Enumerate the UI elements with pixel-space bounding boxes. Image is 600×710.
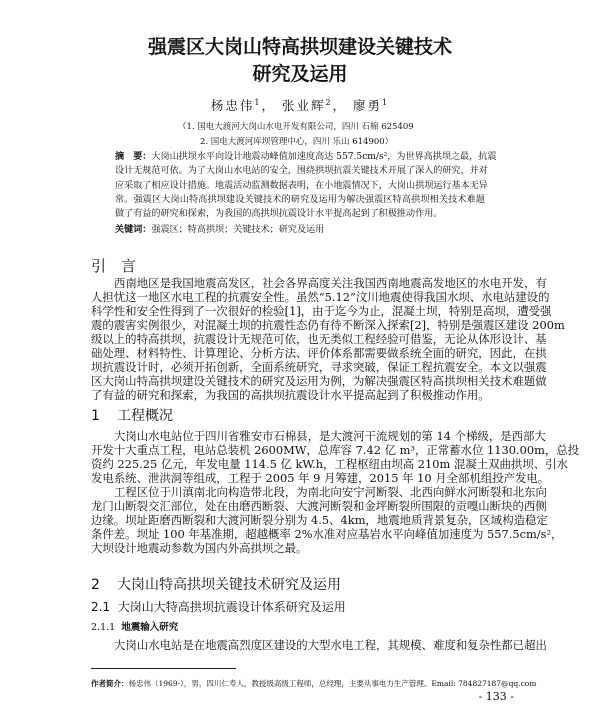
title-line-2: 研究及运用: [252, 63, 348, 85]
section-1-heading: [91, 405, 173, 425]
text-line: 大岗山水电站是在地震高烈度区建设的大型水电工程，其规模、难度和复杂性都已超出: [114, 638, 547, 652]
author-name: 杨忠伟: [210, 98, 255, 113]
keywords: 强震区；特高拱坝；关键技术；研究及运用: [151, 225, 325, 236]
text-line: 大岗山水电站位于四川省雅安市石棉县，是大渡河干流规划的第 14 个梯级，是西部大: [114, 429, 546, 443]
text-line: 西南地区是我国地震高发区，社会各界高度关注我国西南地震高发地区的水电开发，有: [114, 276, 547, 290]
section-1-paragraph-1: [91, 429, 580, 485]
text-line: 级以上的特高拱坝，抗震设计无规范可依，也无类似工程经验可借鉴，无论从体形设计、基: [91, 332, 547, 346]
abstract: [115, 150, 497, 238]
paper-title: [0, 34, 600, 88]
text-line: 发电系统、泄洪洞等组成，工程于 2005 年 9 月筹建，2015 年 10 月全部机组投产发电。: [91, 471, 550, 485]
footnote-divider: [91, 668, 236, 669]
section-number: 2: [91, 577, 100, 593]
author-name: 廖勇: [353, 98, 383, 113]
abstract-line: 应采取了相应设计措施。地震活动监测数据表明，在小地震情况下，大岗山拱坝运行基本无异: [115, 180, 488, 191]
subsection-2-1-1-heading: [91, 619, 178, 633]
authors: 杨忠伟$^1$， 张业辉$^2$， 廖勇$^1$: [210, 97, 390, 113]
text-line: 坝抗震设计时，必须开拓创新，全面系统研究，寻求突破，保证工程抗震安全。本文以强震: [91, 360, 547, 374]
affiliation: 2. 国电大渡河库坝管理中心，四川 乐山 614900）: [200, 137, 394, 147]
abstract-label: 摘 要：: [115, 151, 152, 162]
text-line: 区大岗山特高拱坝建设关键技术的研究及运用为例，为解决强震区特高拱坝相关技术难题做: [91, 374, 547, 388]
abstract-line: 大岗山拱坝水平向设计地震动峰值加速度高达 557.5cm/s²，为世界高拱坝之最，抗震: [151, 152, 497, 162]
text-line: 边缘。坝址距磨西断裂和大渡河断裂分别为 4.5、4km，地震地质背景复杂，区域构造稳定: [91, 513, 548, 527]
subsection-number: 2.1: [91, 600, 111, 614]
section-2-heading: [91, 574, 341, 594]
footnote-label: 作者简介：: [91, 679, 129, 688]
page-number: - 133 -: [478, 690, 514, 703]
text-line: 开发十大重点工程，电站总装机 2600MW，总库容 7.42 亿 m³，正常蓄水位 1130.00m，总投: [91, 443, 580, 457]
text-line: 工程区位于川滇南北向构造带北段，为南北向安宁河断裂、北西向鲜水河断裂和北东向: [114, 485, 547, 499]
subsection-title: 地震输入研究: [121, 622, 179, 633]
author-affil-mark: 2: [325, 97, 333, 107]
text-line: 资约 225.25 亿元，年发电量 114.5 亿 kW.h，工程枢纽由坝高 210m 混凝土双曲拱坝、引水: [91, 457, 568, 471]
footnote-text: 杨忠伟（1969-），男，四川仁寿人，教授级高级工程师，总经理，主要从事电力生产管理。Email: 784827187@qq.com: [128, 679, 537, 688]
section-1-paragraph-2: [91, 485, 563, 555]
keywords-label: 关键词：: [115, 224, 152, 236]
text-line: 础处理、材料特性、计算理论、分析方法、评价体系都需要做系统全面的研究，因此，在拱: [91, 346, 547, 360]
section-2-paragraph: [91, 638, 547, 652]
intro-heading: 引 言: [91, 257, 137, 275]
affiliation: （1. 国电大渡河大岗山水电开发有限公司，四川 石棉 625409: [178, 122, 414, 132]
subsection-2-1-heading: [91, 598, 346, 615]
subsection-number: 2.1.1: [91, 622, 116, 633]
text-line: 龙门山断裂交汇部位，处在由磨西断裂、大渡河断裂和金坪断裂所围限的贡嘎山断块的西侧: [91, 499, 547, 513]
intro-paragraph: [91, 276, 565, 402]
affiliations: [0, 120, 600, 150]
abstract-line: 做了有益的研究和探索，为我国的高拱坝抗震设计水平提高起到了积极推动作用。: [115, 209, 443, 220]
author-affil-mark: 1: [254, 97, 262, 107]
text-line: 了有益的研究和探索，为我国的高拱坝抗震设计水平提高起到了积极推动作用。: [91, 388, 490, 402]
abstract-line: 常。强震区大岗山特高拱坝建设关键技术的研究及运用为解决强震区特高拱坝相关技术难题: [115, 194, 485, 205]
author-name: 张业辉: [281, 98, 326, 113]
subsection-title: 大岗山大特高拱坝抗震设计体系研究及运用: [117, 600, 346, 614]
text-line: 大坝设计地震动参数为国内外高拱坝之最。: [91, 541, 308, 555]
text-line: 科学性和安全性得到了一次很好的检验[1]，由于迄今为止，混凝土坝，特别是高坝，遭受强: [91, 304, 552, 318]
abstract-line: 设计无规范可依。为了大岗山水电站的安全，围绕拱坝抗震关键技术开展了深入的研究，并对: [115, 166, 488, 177]
author-affil-mark: 1: [382, 97, 390, 107]
section-title: 大岗山特高拱坝关键技术研究及运用: [117, 577, 341, 593]
section-title: 工程概况: [117, 408, 173, 424]
title-line-1: 强震区大岗山特高拱坝建设关键技术: [147, 36, 452, 58]
text-line: 条件差。坝址 100 年基准期，超越概率 2%水准对应基岩水平向峰值加速度为 557.5cm/s²，: [91, 527, 563, 541]
footnote: [91, 678, 536, 689]
section-number: 1: [91, 408, 100, 424]
text-line: 人担忧这一地区水电工程的抗震安全性。虽然“5.12”汶川地震使得我国水坝、水电站建设的: [91, 290, 550, 304]
text-line: 震的震害实例很少，对混凝土坝的抗震性态仍有待不断深入探索[2]，特别是强震区建设 200m: [91, 318, 565, 332]
